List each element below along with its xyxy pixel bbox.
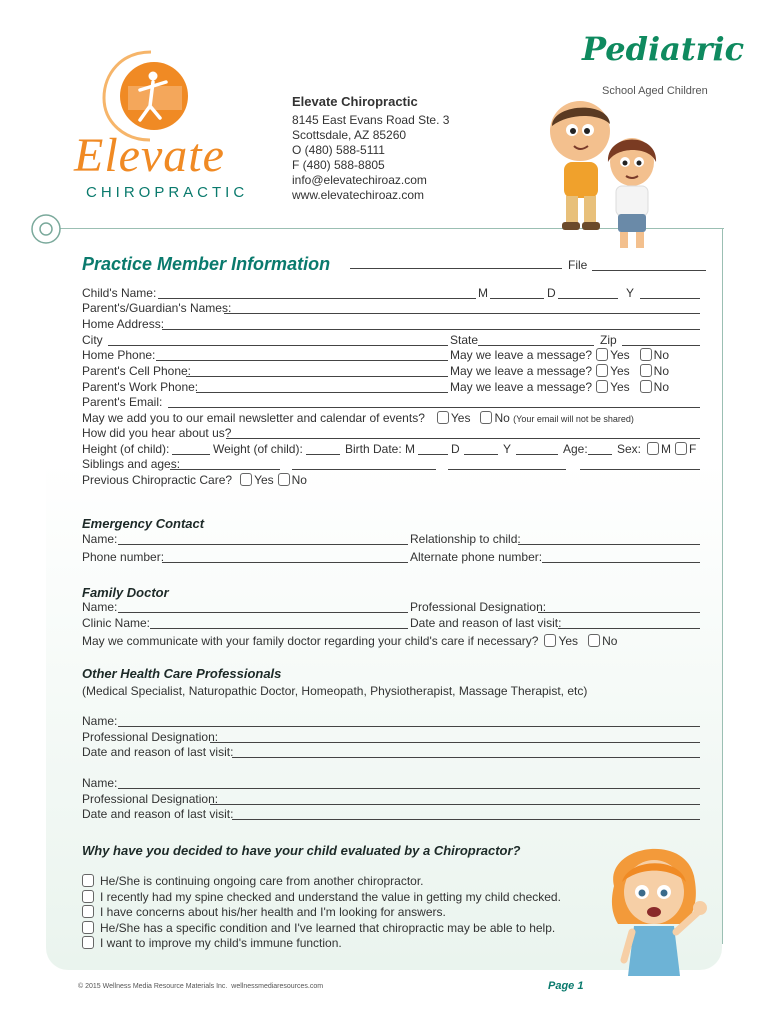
leave-message-label: May we leave a message? <box>450 348 593 362</box>
other2-last-visit-label: Date and reason of last visit: <box>82 807 234 821</box>
footer-site[interactable]: wellnessmediaresources.com <box>231 983 324 990</box>
home-phone-message-question <box>450 348 669 362</box>
other1-last-visit-field[interactable] <box>232 757 700 758</box>
why-option-3[interactable] <box>82 905 446 919</box>
doctor-communicate-question <box>82 634 617 648</box>
dob-year-label: Y <box>626 286 635 300</box>
why-option-5[interactable] <box>82 936 342 950</box>
yes-label: Yes <box>610 380 630 394</box>
why-option-3-label: I have concerns about his/her health and I'm looking for answers. <box>100 905 446 919</box>
clinic-email[interactable]: info@elevatechiroaz.com <box>292 173 427 187</box>
other-note: (Medical Specialist, Naturopathic Doctor, Homeopath, Physiotherapist, Massage Therapist, etc) <box>82 684 588 698</box>
yes-label: Yes <box>450 411 471 425</box>
cell-phone-label: Parent's Cell Phone: <box>82 364 192 378</box>
footer-copyright <box>78 983 323 990</box>
doctor-designation-label: Professional Designation: <box>410 600 547 614</box>
weight-label: Weight (of child): <box>213 442 303 456</box>
doctor-clinic-field[interactable] <box>150 628 408 629</box>
other2-designation-field[interactable] <box>210 804 700 805</box>
zip-field[interactable] <box>622 345 700 346</box>
yes-label: Yes <box>610 348 630 362</box>
home-address-label: Home Address: <box>82 317 165 331</box>
why-option-4[interactable] <box>82 921 555 935</box>
city-label: City <box>82 333 103 347</box>
no-label: No <box>291 473 307 487</box>
other1-designation-field[interactable] <box>210 742 700 743</box>
emergency-relationship-field[interactable] <box>518 544 700 545</box>
siblings-field-3[interactable] <box>448 469 566 470</box>
height-label: Height (of child): <box>82 442 170 456</box>
no-label: No <box>653 348 669 362</box>
no-label: No <box>653 364 669 378</box>
emergency-name-field[interactable] <box>118 544 408 545</box>
why-option-2-checkbox[interactable] <box>82 890 94 903</box>
clinic-name: Elevate Chiropractic <box>292 94 418 109</box>
previous-care-label: Previous Chiropractic Care? <box>82 473 233 487</box>
home-phone-yes-checkbox[interactable] <box>596 348 608 361</box>
divider-circle-icon <box>28 211 64 247</box>
clinic-address-line2: Scottsdale, AZ 85260 <box>292 128 407 142</box>
form-title-underline <box>350 268 562 269</box>
previous-care-question <box>82 473 307 487</box>
state-field[interactable] <box>478 345 594 346</box>
work-phone-message-question <box>450 380 669 394</box>
why-option-1-checkbox[interactable] <box>82 874 94 887</box>
cell-phone-yes-checkbox[interactable] <box>596 364 608 377</box>
dob-day-field[interactable] <box>558 298 618 299</box>
birth-month-field[interactable] <box>418 454 448 455</box>
siblings-field-1[interactable] <box>170 469 280 470</box>
other-heading: Other Health Care Professionals <box>82 666 282 681</box>
child-name-field[interactable] <box>158 298 476 299</box>
zip-label: Zip <box>600 333 617 347</box>
sex-f-checkbox[interactable] <box>675 442 687 455</box>
cell-phone-no-checkbox[interactable] <box>640 364 652 377</box>
siblings-field-4[interactable] <box>580 469 700 470</box>
why-option-5-checkbox[interactable] <box>82 936 94 949</box>
doctor-last-visit-field[interactable] <box>558 628 700 629</box>
other2-name-label: Name: <box>82 776 118 790</box>
home-address-field[interactable] <box>162 329 700 330</box>
age-label: Age: <box>563 442 588 456</box>
yes-label: Yes <box>610 364 630 378</box>
doctor-heading: Family Doctor <box>82 585 169 600</box>
no-label: No <box>494 411 510 425</box>
emergency-alt-phone-label: Alternate phone number: <box>410 550 543 564</box>
emergency-name-label: Name: <box>82 532 118 546</box>
weight-field[interactable] <box>306 454 340 455</box>
siblings-label: Siblings and ages: <box>82 457 181 471</box>
sex-f-label: F <box>689 442 697 456</box>
sex-question <box>617 442 696 456</box>
sex-label: Sex: <box>617 442 642 456</box>
yes-label: Yes <box>254 473 274 487</box>
cell-phone-message-question <box>450 364 669 378</box>
birth-day-field[interactable] <box>464 454 498 455</box>
other2-name-field[interactable] <box>118 788 700 789</box>
birth-date-label: Birth Date: M <box>345 442 416 456</box>
why-option-4-checkbox[interactable] <box>82 921 94 934</box>
file-label: File <box>568 258 588 272</box>
logo-subtitle: CHIROPRACTIC <box>86 184 249 201</box>
child-name-label: Child's Name: <box>82 286 157 300</box>
dob-year-field[interactable] <box>640 298 700 299</box>
form-title: Practice Member Information <box>82 254 331 274</box>
dob-month-label: M <box>478 286 488 300</box>
siblings-field-2[interactable] <box>292 469 436 470</box>
height-field[interactable] <box>172 454 210 455</box>
why-option-5-label: I want to improve my child's immune function. <box>100 936 342 950</box>
doctor-communicate-yes-checkbox[interactable] <box>544 634 556 647</box>
doctor-name-field[interactable] <box>118 612 408 613</box>
parents-label: Parent's/Guardian's Names: <box>82 301 232 315</box>
work-phone-yes-checkbox[interactable] <box>596 380 608 393</box>
newsletter-no-checkbox[interactable] <box>480 411 492 424</box>
pediatric-subtitle: School Aged Children <box>602 85 708 97</box>
page-number: Page 1 <box>548 980 584 992</box>
work-phone-no-checkbox[interactable] <box>640 380 652 393</box>
why-option-2[interactable] <box>82 890 561 904</box>
birth-day-label: D <box>451 442 460 456</box>
sex-m-label: M <box>661 442 672 456</box>
other1-name-field[interactable] <box>118 726 700 727</box>
emergency-relationship-label: Relationship to child: <box>410 532 521 546</box>
newsletter-label: May we add you to our email newsletter and calendar of events? <box>82 411 425 425</box>
emergency-phone-label: Phone number: <box>82 550 165 564</box>
hear-field[interactable] <box>226 438 700 439</box>
clinic-fax: F (480) 588-8805 <box>292 158 385 172</box>
home-phone-label: Home Phone: <box>82 348 156 362</box>
no-label: No <box>653 380 669 394</box>
other2-designation-label: Professional Designation: <box>82 792 219 806</box>
work-phone-label: Parent's Work Phone: <box>82 380 199 394</box>
children-cartoon-icon <box>530 96 670 256</box>
pediatric-title: Pediatric <box>582 30 745 68</box>
sex-m-checkbox[interactable] <box>647 442 659 455</box>
work-phone-field[interactable] <box>196 392 448 393</box>
dob-month-field[interactable] <box>490 298 544 299</box>
newsletter-question <box>82 411 634 426</box>
birth-year-label: Y <box>503 442 512 456</box>
emergency-phone-field[interactable] <box>162 562 408 563</box>
leave-message-label: May we leave a message? <box>450 364 593 378</box>
file-field[interactable] <box>592 270 706 271</box>
newsletter-yes-checkbox[interactable] <box>437 411 449 424</box>
why-option-4-label: He/She has a specific condition and I've learned that chiropractic may be able to help. <box>100 921 556 935</box>
other2-last-visit-field[interactable] <box>232 819 700 820</box>
emergency-alt-phone-field[interactable] <box>542 562 700 563</box>
previous-care-no-checkbox[interactable] <box>278 473 290 486</box>
newsletter-note: (Your email will not be shared) <box>513 414 634 424</box>
no-label: No <box>602 634 618 648</box>
other1-name-label: Name: <box>82 714 118 728</box>
parents-field[interactable] <box>224 313 700 314</box>
hear-label: How did you hear about us? <box>82 426 232 440</box>
doctor-communicate-label: May we communicate with your family doctor regarding your child's care if necessary? <box>82 634 539 648</box>
why-heading: Why have you decided to have your child evaluated by a Chiropractor? <box>82 843 521 858</box>
doctor-clinic-label: Clinic Name: <box>82 616 151 630</box>
clinic-website[interactable]: www.elevatechiroaz.com <box>292 188 425 202</box>
previous-care-yes-checkbox[interactable] <box>240 473 252 486</box>
why-option-3-checkbox[interactable] <box>82 905 94 918</box>
why-option-2-label: I recently had my spine checked and understand the value in getting my child checked. <box>100 890 561 904</box>
why-option-1-label: He/She is continuing ongoing care from another chiropractor. <box>100 874 424 888</box>
clinic-address-line1: 8145 East Evans Road Ste. 3 <box>292 113 450 127</box>
dob-day-label: D <box>547 286 556 300</box>
emergency-heading: Emergency Contact <box>82 516 205 531</box>
footer-copyright-text: © 2015 Wellness Media Resource Materials Inc. <box>78 983 228 990</box>
age-field[interactable] <box>588 454 612 455</box>
home-phone-no-checkbox[interactable] <box>640 348 652 361</box>
city-field[interactable] <box>108 345 448 346</box>
panel-right-border <box>722 228 723 944</box>
leave-message-label: May we leave a message? <box>450 380 593 394</box>
birth-year-field[interactable] <box>516 454 558 455</box>
why-option-1[interactable] <box>82 874 424 888</box>
email-label: Parent's Email: <box>82 395 163 409</box>
doctor-designation-field[interactable] <box>538 612 700 613</box>
email-field[interactable] <box>168 407 700 408</box>
clinic-phone: O (480) 588-5111 <box>292 143 385 157</box>
doctor-communicate-no-checkbox[interactable] <box>588 634 600 647</box>
yes-label: Yes <box>558 634 579 648</box>
logo-wordmark: Elevate <box>74 129 225 182</box>
home-phone-field[interactable] <box>156 360 448 361</box>
girl-cartoon-icon <box>594 836 718 988</box>
state-label: State <box>450 333 479 347</box>
other1-designation-label: Professional Designation: <box>82 730 219 744</box>
other1-last-visit-label: Date and reason of last visit: <box>82 745 234 759</box>
cell-phone-field[interactable] <box>186 376 448 377</box>
doctor-name-label: Name: <box>82 600 118 614</box>
doctor-last-visit-label: Date and reason of last visit: <box>410 616 562 630</box>
